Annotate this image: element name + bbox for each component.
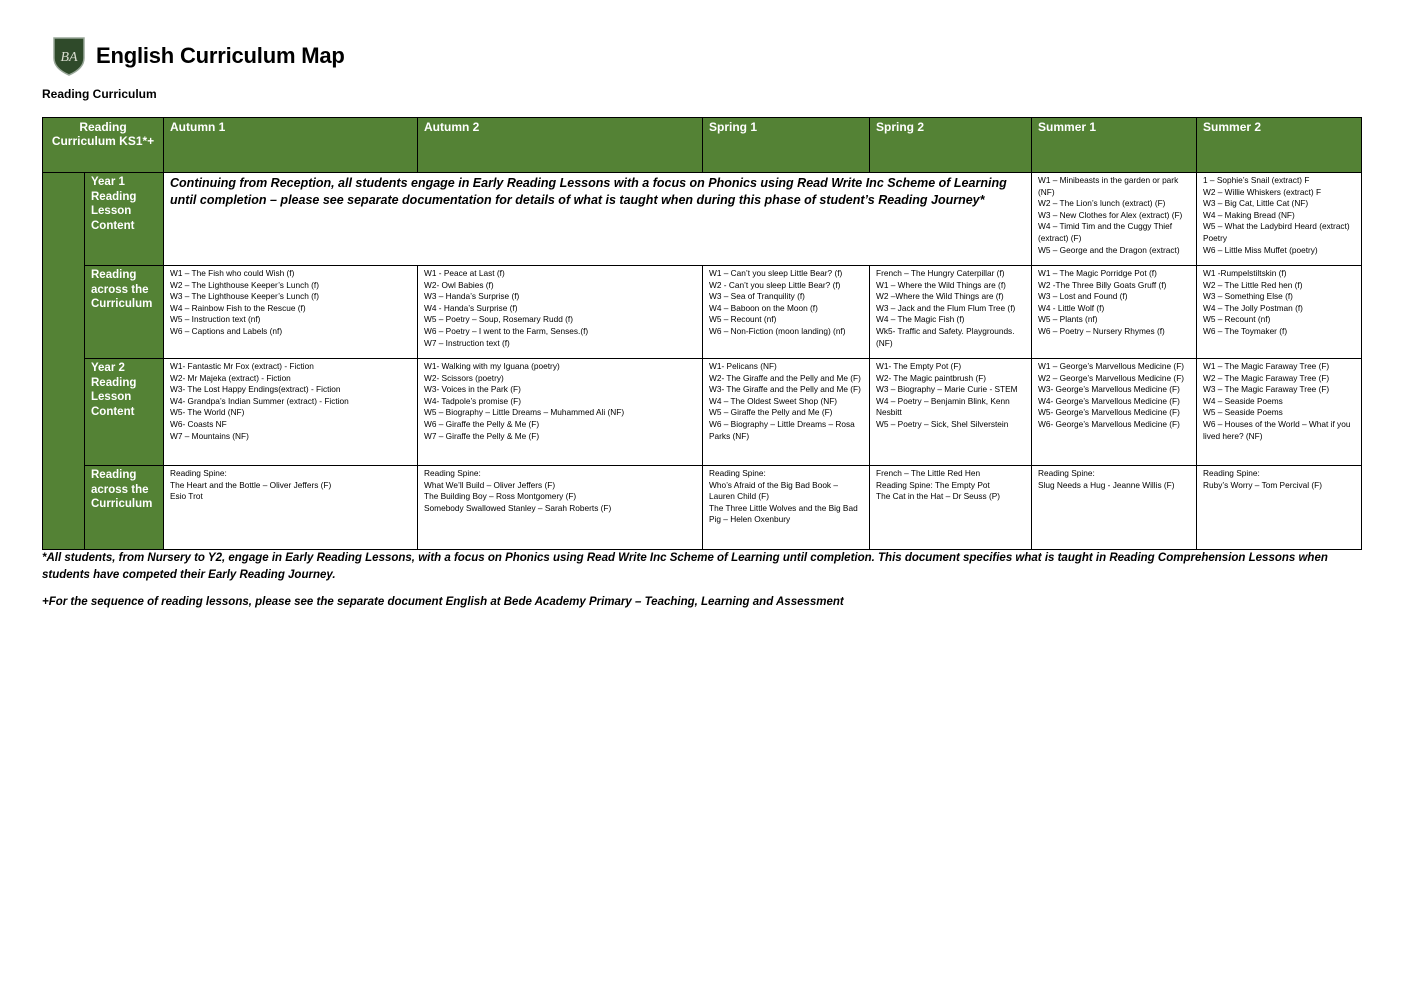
table-cell [870,466,1032,550]
cell-line: W4- Tadpole’s promise (F) [424,395,521,406]
table-row [43,359,1362,466]
cell-y1-summer-2 [1197,173,1362,266]
row-label: Reading across the Curriculum [85,266,164,359]
cell-line: W5 – Poetry – Soup, Rosemary Rudd (f) [424,314,573,325]
cell-line: The Three Little Wolves and the Big Bad Pig – Helen Oxenbury [709,502,858,525]
cell-line: W1 – Can’t you sleep Little Bear? (f) [709,268,843,278]
table-cell [1032,266,1197,359]
cell-line: W4- George’s Marvellous Medicine (F) [1038,395,1180,406]
cell-line: Reading Spine: [709,468,766,478]
footnote-asterisk: *All students, from Nursery to Y2, engage in Early Reading Lessons, with a focus on Phonics using Read Write Inc Scheme of Learning until completion. This document specifies what is taught in Reading Comprehension Lessons when students have competed their Early Reading Journey. [42,552,1328,581]
cell-line: W2 –Where the Wild Things are (f) [876,291,1004,302]
cell-line: W5 – What the Ladybird Heard (extract) Poetry [1203,221,1350,243]
cell-line: W4 – Making Bread (NF) [1203,209,1295,220]
cell-line: W5 – Poetry – Sick, Shel Silverstein [876,418,1009,429]
cell-line: W2 – The Lion’s lunch (extract) (F) [1038,198,1166,209]
table-cell [1197,359,1362,466]
cell-line: Reading Spine: [170,468,227,478]
curriculum-table [42,117,1362,550]
cell-line: W5 – George and the Dragon (extract) [1038,244,1180,255]
cell-line: W1- Walking with my Iguana (poetry) [424,361,560,371]
cell-line: W4 – Rainbow Fish to the Rescue (f) [170,302,306,313]
cell-line: W4 – Timid Tim and the Cuggy Thief (extract) (F) [1038,221,1173,243]
row-label: Reading across the Curriculum [85,466,164,550]
cell-line: W1- Pelicans (NF) [709,361,777,371]
cell-line: W6 – Biography – Little Dreams – Rosa Parks (NF) [709,418,855,441]
header-row [43,118,1362,173]
cell-line: W5 – Instruction text (nf) [170,314,261,325]
table-row [43,173,1362,266]
cell-line: Who’s Afraid of the Big Bad Book – Lauren Child (F) [709,479,839,502]
cell-line: W2 – George’s Marvellous Medicine (F) [1038,372,1185,383]
cell-line: French – The Little Red Hen [876,468,981,478]
cell-line: W6 – The Toymaker (f) [1203,325,1288,336]
cell-line: W6 – Little Miss Muffet (poetry) [1203,244,1318,255]
column-header-spring-1: Spring 1 [703,118,870,173]
cell-line: W1 – Minibeasts in the garden or park (NF) [1038,175,1179,197]
cell-line: W6 – Giraffe the Pelly & Me (F) [424,418,540,429]
table-cell [418,266,703,359]
cell-line: W4- Grandpa’s Indian Summer (extract) - Fiction [170,395,349,406]
column-header-spring-2: Spring 2 [870,118,1032,173]
cell-line: W2- Mr Majeka (extract) - Fiction [170,372,291,383]
cell-line: W3 – Lost and Found (f) [1038,291,1128,302]
cell-line: W2 -The Three Billy Goats Gruff (f) [1038,279,1167,290]
column-header-autumn-1: Autumn 1 [164,118,418,173]
cell-line: W6- Coasts NF [170,418,227,429]
table-cell [870,266,1032,359]
cell-line: W5 – Recount (nf) [1203,314,1271,325]
table-row [43,266,1362,359]
cell-line: W2- The Giraffe and the Pelly and Me (F) [709,372,861,383]
cell-line: W4 – The Magic Fish (f) [876,314,965,325]
row-label: Year 2 Reading Lesson Content [85,359,164,466]
cell-line: W5- George’s Marvellous Medicine (F) [1038,407,1180,418]
cell-line: W1 – The Magic Faraway Tree (F) [1203,361,1330,371]
cell-line: W3 – Something Else (f) [1203,291,1293,302]
cell-line: W5 – Seaside Poems [1203,407,1283,418]
cell-line: W3 – Handa’s Surprise (f) [424,291,520,302]
cell-line: W3 – The Lighthouse Keeper’s Lunch (f) [170,291,319,302]
cell-line: W3 – Biography – Marie Curie - STEM [876,384,1018,395]
year1-intro-text: Continuing from Reception, all students engage in Early Reading Lessons with a focus on Phonics using Read Write Inc Scheme of Learning until completion – please see separate documentation for details of what is taught when during this phase of student’s Reading Journey* [164,173,1032,266]
cell-line: Somebody Swallowed Stanley – Sarah Roberts (F) [424,502,612,513]
table-cell [418,359,703,466]
cell-line: W3- The Giraffe and the Pelly and Me (F) [709,384,861,395]
cell-line: W2 – The Lighthouse Keeper’s Lunch (f) [170,279,319,290]
cell-line: W2 – The Magic Faraway Tree (F) [1203,372,1330,383]
cell-line: Wk5- Traffic and Safety. Playgrounds. (NF) [876,325,1015,348]
cell-line: W1 – The Fish who could Wish (f) [170,268,295,278]
cell-line: W2 - Can’t you sleep Little Bear? (f) [709,279,841,290]
cell-line: The Heart and the Bottle – Oliver Jeffers (F) [170,479,332,490]
cell-line: Esio Trot [170,491,203,502]
cell-y1-summer-1 [1032,173,1197,266]
cell-line: W2 – Willie Whiskers (extract) F [1203,186,1322,197]
cell-line: W5 – Giraffe the Pelly and Me (F) [709,407,833,418]
page-title: English Curriculum Map [96,43,345,68]
cell-line: W1 - Peace at Last (f) [424,268,505,278]
cell-line: W6 – Houses of the World – What if you lived here? (NF) [1203,418,1351,441]
section-subtitle: Reading Curriculum [42,87,157,101]
cell-line: Reading Spine: The Empty Pot [876,479,990,490]
cell-line: W4 – Baboon on the Moon (f) [709,302,818,313]
cell-line: What We’ll Build – Oliver Jeffers (F) [424,479,556,490]
cell-line: W1 -Rumpelstiltskin (f) [1203,268,1287,278]
cell-line: W6 – Captions and Labels (nf) [170,325,283,336]
cell-line: W3- Voices in the Park (F) [424,384,521,395]
table-cell [1032,466,1197,550]
table-cell [703,359,870,466]
cell-line: Slug Needs a Hug - Jeanne Willis (F) [1038,479,1175,490]
cell-line: Ruby’s Worry – Tom Percival (F) [1203,479,1322,490]
column-header-autumn-2: Autumn 2 [418,118,703,173]
school-crest-icon [52,36,86,76]
table-cell [1032,359,1197,466]
table-row [43,466,1362,550]
cell-line: W3 – Jack and the Flum Flum Tree (f) [876,302,1016,313]
cell-line: W2- Owl Babies (f) [424,279,494,290]
cell-line: W4 - Little Wolf (f) [1038,302,1105,313]
cell-line: W4 – The Oldest Sweet Shop (NF) [709,395,838,406]
footnote-plus: +For the sequence of reading lessons, please see the separate document English at Bede Academy Primary – Teaching, Learning and Assessment [42,596,844,608]
cell-line: W3 – The Magic Faraway Tree (F) [1203,384,1330,395]
cell-line: W6 – Poetry – Nursery Rhymes (f) [1038,325,1165,336]
cell-line: W6 – Non-Fiction (moon landing) (nf) [709,325,846,336]
cell-line: French – The Hungry Caterpillar (f) [876,268,1005,278]
cell-line: W7 – Giraffe the Pelly & Me (F) [424,430,540,441]
table-cell [703,266,870,359]
cell-line: W4 – Seaside Poems [1203,395,1283,406]
table-cell [164,466,418,550]
cell-line: W3 – Big Cat, Little Cat (NF) [1203,198,1309,209]
cell-line: W1 – The Magic Porridge Pot (f) [1038,268,1157,278]
cell-line: W5 – Recount (nf) [709,314,777,325]
cell-line: 1 – Sophie’s Snail (extract) F [1203,175,1310,185]
table-cell [1197,466,1362,550]
table-cell [1197,266,1362,359]
cell-line: W2- The Magic paintbrush (F) [876,372,987,383]
crest-monogram: BA [60,50,78,65]
cell-line: The Cat in the Hat – Dr Seuss (P) [876,491,1001,502]
cell-line: W5 – Plants (nf) [1038,314,1098,325]
cell-line: Reading Spine: [1038,468,1095,478]
cell-line: Reading Spine: [424,468,481,478]
document-header [52,36,345,76]
table-cell [418,466,703,550]
cell-line: W7 – Instruction text (f) [424,337,510,348]
row-label: Year 1 Reading Lesson Content [85,173,164,266]
cell-line: W4 – Poetry – Benjamin Blink, Kenn Nesbitt [876,395,1010,418]
cell-line: W5 – Biography – Little Dreams – Muhammed Ali (NF) [424,407,625,418]
cell-line: W1- The Empty Pot (F) [876,361,962,371]
column-header-summer-1: Summer 1 [1032,118,1197,173]
cell-line: W1 – Where the Wild Things are (f) [876,279,1006,290]
corner-header: Reading Curriculum KS1*+ [43,118,164,173]
table-cell [164,266,418,359]
cell-line: W2- Scissors (poetry) [424,372,504,383]
cell-line: W3- George’s Marvellous Medicine (F) [1038,384,1180,395]
cell-line: W4 – The Jolly Postman (f) [1203,302,1303,313]
cell-line: W1 – George’s Marvellous Medicine (F) [1038,361,1185,371]
table-cell [703,466,870,550]
cell-line: W3- The Lost Happy Endings(extract) - Fiction [170,384,341,395]
cell-line: The Building Boy – Ross Montgomery (F) [424,491,577,502]
table-cell [164,359,418,466]
cell-line: W3 – New Clothes for Alex (extract) (F) [1038,209,1183,220]
ks1-side-band [43,173,85,550]
cell-line: W1- Fantastic Mr Fox (extract) - Fiction [170,361,314,371]
table-cell [870,359,1032,466]
cell-line: W2 – The Little Red hen (f) [1203,279,1303,290]
cell-line: W4 - Handa’s Surprise (f) [424,302,518,313]
cell-line: W7 – Mountains (NF) [170,430,249,441]
cell-line: Reading Spine: [1203,468,1260,478]
cell-line: W6 – Poetry – I went to the Farm, Senses.(f) [424,325,589,336]
cell-line: W3 – Sea of Tranquility (f) [709,291,805,302]
column-header-summer-2: Summer 2 [1197,118,1362,173]
cell-line: W6- George’s Marvellous Medicine (F) [1038,418,1180,429]
cell-line: W5- The World (NF) [170,407,245,418]
